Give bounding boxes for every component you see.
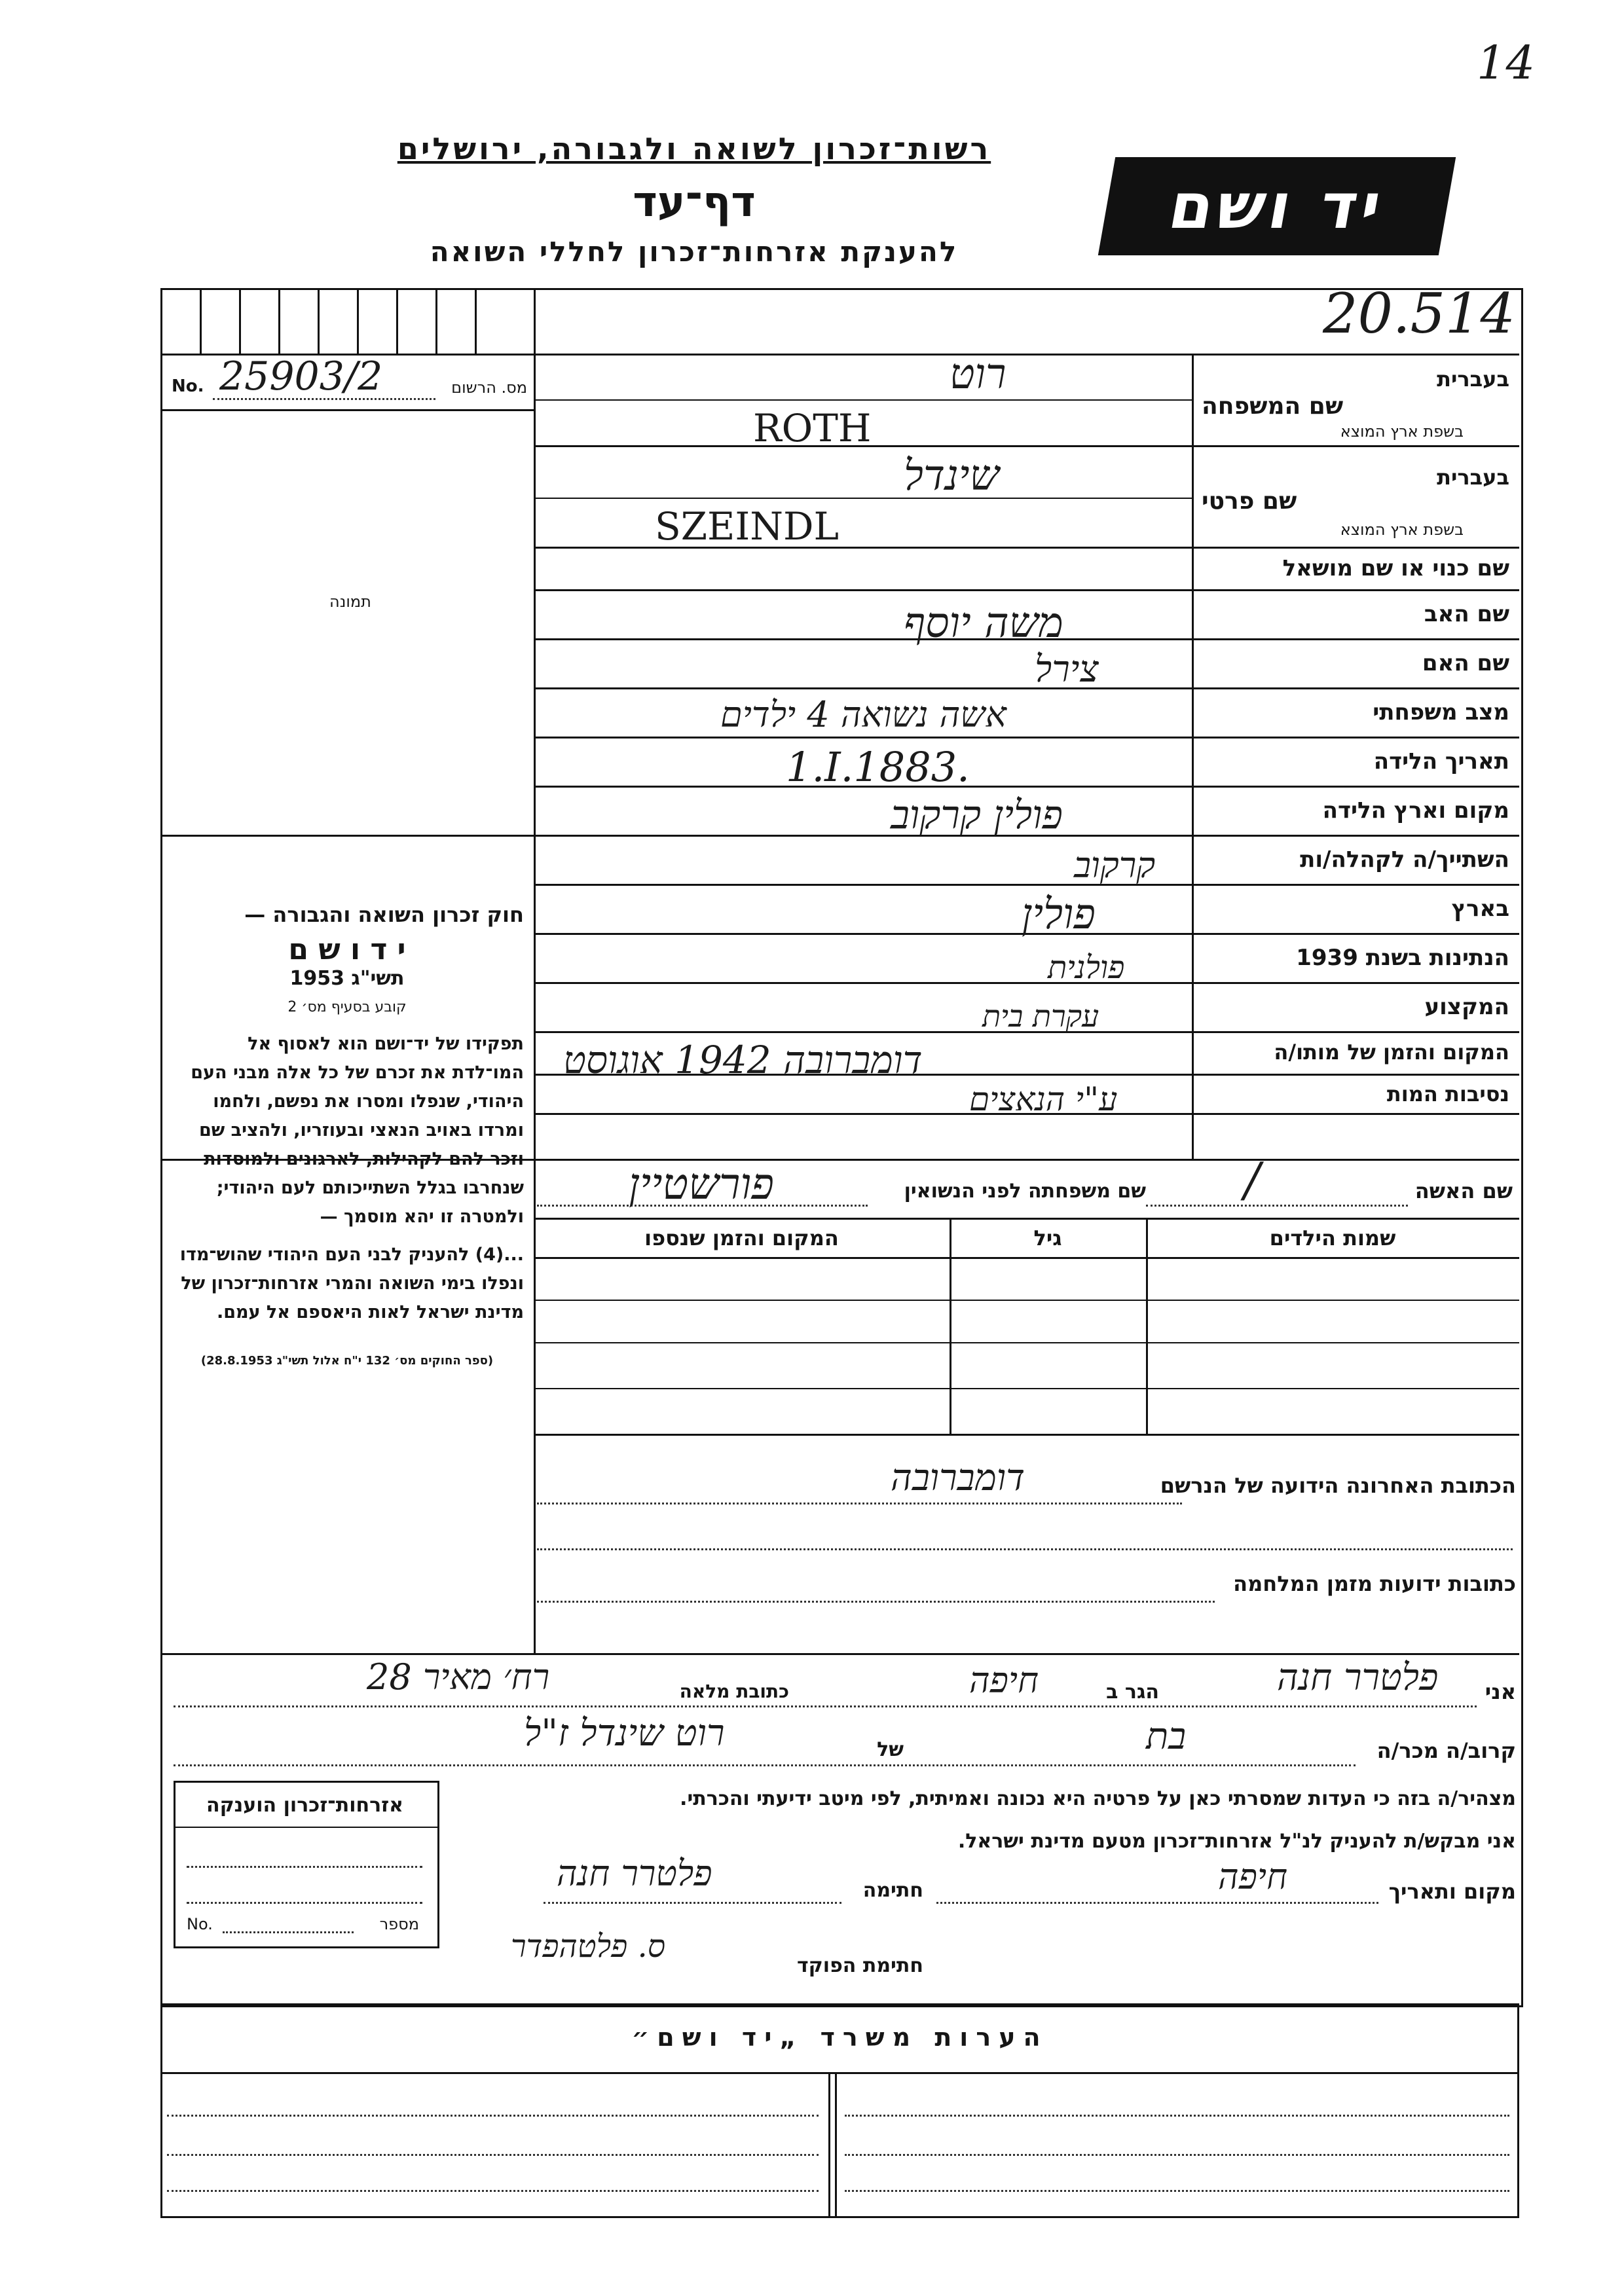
law-text <box>170 900 524 1376</box>
signature-label: חתימה <box>862 1879 923 1902</box>
birth-date-value: 1.I.1883. <box>786 743 970 791</box>
resides-label: הגר ב <box>1106 1681 1159 1704</box>
death-circumstances-label: נסיבות המות <box>1386 1082 1509 1106</box>
children-age-header: גיל <box>1033 1226 1062 1250</box>
birth-place-label: מקום וארץ הלידה <box>1322 797 1509 824</box>
declarant-address: רח׳ מאיר 28 <box>367 1656 550 1698</box>
declarant-signature: פלטרר חנה <box>557 1853 712 1894</box>
law-name: י ד ו ש ם <box>288 933 406 966</box>
maiden-name-value: פורשטיין <box>629 1159 774 1209</box>
statement-1: מצהיר/ה בזה כי העדות שמסרתי כאן על פרטיה היא נכונה ואמיתית, לפי מיטב ידיעתי והכרתי. <box>680 1787 1516 1810</box>
mother-value: צירל <box>1035 648 1099 691</box>
first-name-hebrew-value: שינדל <box>904 452 999 500</box>
law-citation: (ספר החוקים מס׳ 132 י"ח אלול תשי"ג 28.8.1953) <box>200 1354 494 1368</box>
wife-label: שם האשה <box>1414 1178 1513 1203</box>
relative-of-value: רוט שינדל ז"ל <box>524 1712 725 1755</box>
birth-place-value: פולין קרקוב <box>891 792 1063 838</box>
declarant-i-label: אני <box>1485 1679 1516 1704</box>
authority-title: רשות־זכרון לשואה ולגבורה, ירושלים <box>397 131 991 166</box>
children-place-header: המקום והזמן שנספו <box>644 1226 839 1250</box>
relation-label: קרוב/ה מכר/ה <box>1376 1738 1516 1763</box>
statement-2: אני מבקש/ת להעניק לנ"ל אזרחות־זכרון מטעם מדינת ישראל. <box>957 1830 1516 1853</box>
reg-no-label: No. <box>172 376 204 396</box>
family-name-origin-value: ROTH <box>753 406 872 450</box>
community-label: השתייך/ה לקהלה/ות <box>1300 847 1509 873</box>
officer-signature: ס. פלטהפדר <box>511 1928 666 1965</box>
law-paragraph-2: ...(4) להעניק לבני העם היהודי שהוש־מדו ונפלו בימי השואה והמרי אזרחות־זכרון של מדינת ישראל לאות היאספם אל עמם. <box>179 1245 524 1322</box>
mother-label: שם האם <box>1422 650 1509 676</box>
left-column-divider <box>534 288 536 1653</box>
law-title: חוק זכרון השואה והגבורה — <box>244 902 524 927</box>
wife-value: / <box>1244 1152 1261 1207</box>
community-value: קרקוב <box>1074 845 1156 886</box>
origin-language-label-1: בשפת ארץ המוצא <box>1340 422 1464 441</box>
citizenship-value: פולנית <box>1048 949 1125 986</box>
death-place-value: דומברובה 1942 אוגוסט <box>563 1038 923 1082</box>
occupation-label: המקצוע <box>1424 994 1509 1020</box>
place-date-value: חיפה <box>1218 1856 1288 1897</box>
place-date-label: מקום ותאריך <box>1388 1879 1516 1904</box>
father-label: שם האב <box>1424 601 1509 627</box>
citizenship-1939-label: הנתינות בשנת 1939 <box>1296 945 1509 971</box>
declarant-city: חיפה <box>969 1660 1039 1701</box>
family-name-hebrew-value: רוט <box>950 350 1006 399</box>
marital-value: אשה נשואה 4 ילדים <box>720 694 1006 735</box>
form-title: דף־עד <box>633 178 756 227</box>
first-name-label: שם פרטי <box>1202 488 1297 515</box>
marital-label: מצב משפחתי <box>1373 699 1509 725</box>
birth-date-label: תאריך הלידה <box>1373 748 1509 774</box>
citizenship-no-label: No. <box>187 1915 213 1933</box>
last-address-value: דומברובה <box>891 1457 1025 1499</box>
nickname-label: שם כנוי או שם מושאל <box>1282 555 1509 581</box>
maiden-name-label: שם משפחתה לפני הנשואין <box>904 1180 1146 1203</box>
citizenship-granted-title: אזרחות־זכרון הוענקה <box>206 1794 404 1817</box>
yad-vashem-logo: יד ושם <box>1098 157 1456 255</box>
last-address-label: הכתובת האחרונה הידועה של הנרשם <box>1160 1473 1516 1498</box>
page-number: 14 <box>1477 36 1536 90</box>
reg-no-hebrew-label: מס. הרשום <box>451 378 527 397</box>
father-value: משה יוסף <box>904 599 1063 647</box>
reg-number: 25903/2 <box>219 354 383 399</box>
officer-signature-label: חתימת הפוקד <box>797 1954 923 1977</box>
form-subtitle: להענקת אזרחות־זכרון לחללי השואה <box>430 236 959 268</box>
declarant-name: פלטרר חנה <box>1277 1656 1439 1699</box>
death-circumstances-value: ע"י הנאצים <box>969 1080 1118 1118</box>
death-place-label: המקום והזמן של מותו/ה <box>1274 1040 1509 1065</box>
origin-language-label-2: בשפת ארץ המוצא <box>1340 520 1464 539</box>
law-paragraph-1: תפקידו של יד־ושם הוא לאסוף אל המו־לדת את זכרם של כל אלה מבני העם היהודי, שנפלו ומסרו את נפשם, ולחמו ומרדו באויב הנאצי ובעוזריו, ולהציב שם וזכר להם לקהילות, לארגונים ולמוסדות שנחרבו בגלל השתייכותם לעם היהודי; ולמטרה זו יהא מוסמך — <box>191 1034 524 1227</box>
of-label: של <box>877 1738 904 1761</box>
children-names-header: שמות הילדים <box>1269 1226 1396 1250</box>
top-number: 20.514 <box>1323 282 1515 346</box>
citizenship-number-label: מספר <box>379 1915 419 1933</box>
relation-value: בת <box>1146 1715 1187 1758</box>
first-name-origin-value: SZEINDL <box>655 504 840 549</box>
family-name-label: שם המשפחה <box>1202 393 1344 420</box>
address-label: כתובת מלאה <box>679 1681 789 1702</box>
wartime-address-label: כתובות ידועות מזמן המלחמה <box>1233 1571 1516 1596</box>
in-hebrew-label-2: בעברית <box>1437 465 1509 490</box>
photo-label: תמונה <box>329 592 371 611</box>
country-label: בארץ <box>1451 896 1509 922</box>
in-hebrew-label-1: בעברית <box>1437 367 1509 392</box>
law-section: קובע בסעיף מס׳ 2 <box>287 999 407 1015</box>
office-notes-title: הערות משרד „יד ושם״ <box>631 2023 1048 2052</box>
country-value: פולין <box>1022 890 1096 939</box>
law-year: תשי"ג 1953 <box>289 967 405 990</box>
occupation-value: עקרת בית <box>982 998 1099 1034</box>
